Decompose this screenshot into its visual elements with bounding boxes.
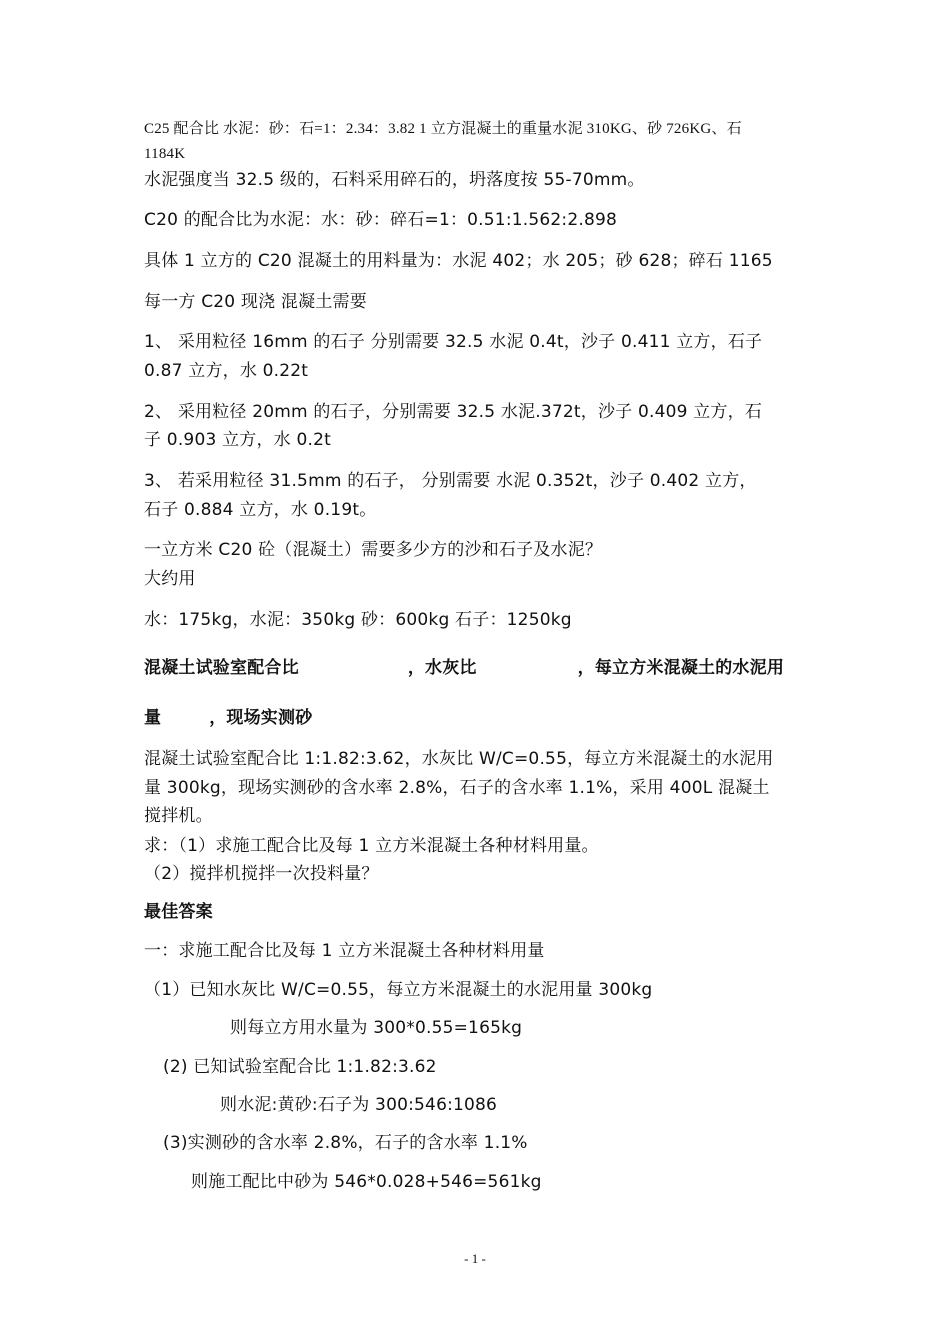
option-3-line-continued: 石子 0.884 立方，水 0.19t。 <box>144 500 377 520</box>
solution-title: 一：求施工配合比及每 1 立方米混凝土各种材料用量 <box>144 941 545 961</box>
option-1-line: 1、 采用粒径 16mm 的石子 分别需要 32.5 水泥 0.4t，沙子 0.411 立方，石子 <box>144 332 763 352</box>
solution-step-3-calc: 则施工配比中砂为 546*0.028+546=561kg <box>191 1172 542 1192</box>
problem-ask-1: 求：（1）求施工配合比及每 1 立方米混凝土各种材料用量。 <box>144 836 599 856</box>
problem-line-2: 量 300kg，现场实测砂的含水率 2.8%，石子的含水率 1.1%，采用 400L 混凝土 <box>144 778 770 798</box>
solution-step-2: (2) 已知试验室配合比 1:1.82:3.62 <box>163 1057 437 1077</box>
option-1-line-continued: 0.87 立方，水 0.22t <box>144 361 309 381</box>
solution-step-2-calc: 则水泥:黄砂:石子为 300:546:1086 <box>220 1095 498 1115</box>
solution-step-1-calc: 则每立方用水量为 300*0.55=165kg <box>230 1018 523 1038</box>
problem-ask-2: （2）搅拌机搅拌一次投料量？ <box>144 864 379 884</box>
option-2-line-continued: 子 0.903 立方，水 0.2t <box>144 430 331 450</box>
solution-step-1: （1）已知水灰比 W/C=0.55，每立方米混凝土的水泥用量 300kg <box>144 980 653 1000</box>
option-3-line: 3、 若采用粒径 31.5mm 的石子， 分别需要 水泥 0.352t，沙子 0.402 立方， <box>144 471 757 491</box>
heading-part-1: 混凝土试验室配合比 <box>144 658 299 678</box>
question-answer-line: 水：175kg，水泥：350kg 砂：600kg 石子：1250kg <box>144 610 572 630</box>
option-2-line: 2、 采用粒径 20mm 的石子，分别需要 32.5 水泥.372t，沙子 0.409 立方，石 <box>144 402 763 422</box>
c20-ratio-paragraph: C20 的配合比为水泥：水：砂：碎石=1：0.51:1.562:2.898 <box>144 210 618 230</box>
question-line: 一立方米 C20 砼（混凝土）需要多少方的沙和石子及水泥？ <box>144 540 603 560</box>
problem-line-3: 搅拌机。 <box>144 806 213 826</box>
heading-part-2: ，水灰比 <box>407 658 477 678</box>
c25-ratio-line-continued: 1184K <box>144 146 186 162</box>
question-approx-label: 大约用 <box>144 569 196 589</box>
problem-line-1: 混凝土试验室配合比 1:1.82:3.62，水灰比 W/C=0.55，每立方米混凝土的水泥用 <box>144 749 774 769</box>
c25-ratio-line: C25 配合比 水泥：砂：石=1：2.34：3.82 1 立方混凝土的重量水泥 310KG、砂 726KG、石 <box>144 121 742 137</box>
solution-step-3: (3)实测砂的含水率 2.8%，石子的含水率 1.1% <box>163 1133 528 1153</box>
c20-per-cube-heading: 每一方 C20 现浇 混凝土需要 <box>144 292 367 312</box>
heading-part-4: 量 <box>144 708 162 728</box>
heading-part-5: ，现场实测砂 <box>209 708 313 728</box>
heading-part-3: ，每立方米混凝土的水泥用 <box>577 658 785 678</box>
cement-grade-paragraph: 水泥强度当 32.5 级的，石料采用碎石的，坍落度按 55-70mm。 <box>144 170 645 190</box>
problem-heading <box>144 658 784 678</box>
problem-heading-continued <box>144 708 312 728</box>
best-answer-label: 最佳答案 <box>144 902 213 922</box>
c20-usage-paragraph: 具体 1 立方的 C20 混凝土的用料量为：水泥 402；水 205；砂 628；碎石 1165 <box>144 251 773 271</box>
page-number: - 1 - <box>464 1251 486 1266</box>
